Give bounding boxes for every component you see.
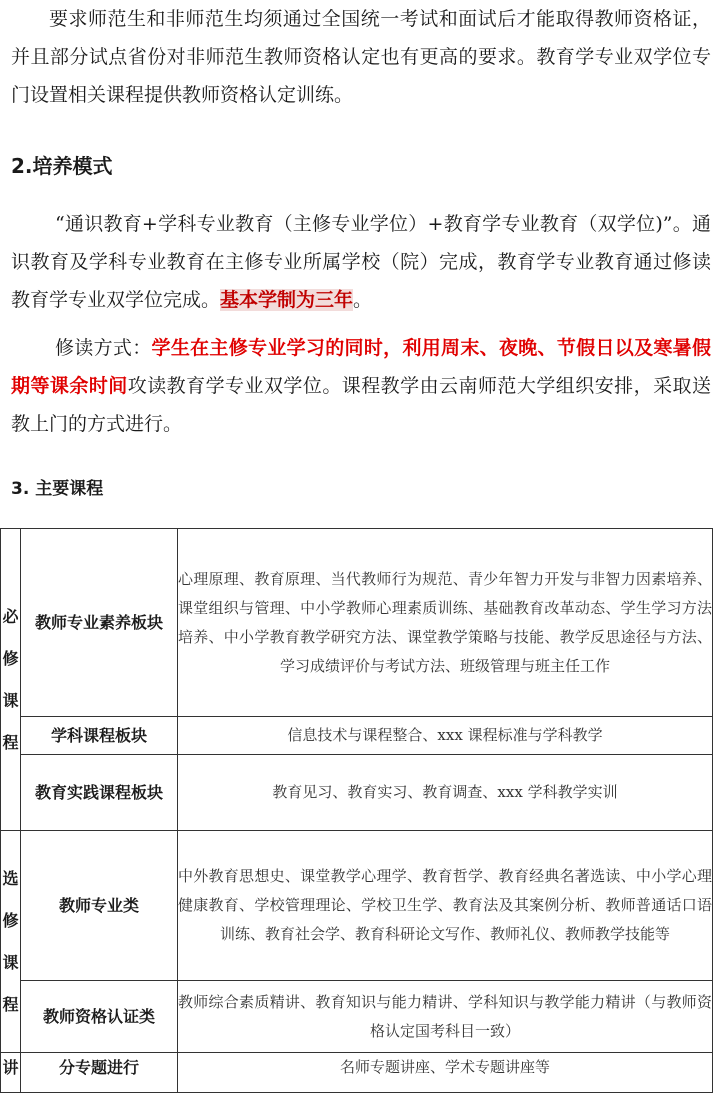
intro-text: 要求师范生和非师范生均须通过全国统一考试和面试后才能取得教师资格证，并且部分试点省份对非师范生教师资格认定也有更高的要求。教育学专业双学位专门设置相关课程提供教师资格认定训练。: [11, 8, 711, 106]
training-mode-end: 。: [353, 289, 373, 311]
table-row: [1, 529, 713, 717]
module-certification: 教师资格认证类: [21, 981, 178, 1053]
category-elective: 选修课程: [1, 831, 21, 1053]
intro-paragraph: [11, 0, 711, 114]
module-teacher-professional: 教师专业类: [21, 831, 178, 981]
module-topics: 分专题进行: [21, 1053, 178, 1093]
study-method-text: 攻读教育学专业双学位。课程教学由云南师范大学组织安排，采取送教上门的方式进行。: [11, 375, 711, 435]
study-method-paragraph: [11, 329, 711, 443]
category-lecture: 讲: [1, 1053, 21, 1093]
table-row: [1, 717, 713, 755]
courses-teacher-professional: 中外教育思想史、课堂教学心理学、教育哲学、教育经典名著选读、中小学心理健康教育、学校管理理论、学校卫生学、教育法及其案例分析、教师普通话口语训练、教育社会学、教育科研论文写作、教师礼仪、教师教学技能等: [178, 831, 713, 981]
courses-subject: 信息技术与课程整合、xxx 课程标准与学科教学: [178, 717, 713, 755]
training-mode-paragraph: [11, 205, 711, 319]
study-time-highlight: 学生在主修专业学习的同时，利用周末、夜晚、节假日以及寒暑假期等课余时间: [11, 337, 711, 397]
table-row: [1, 831, 713, 981]
section-heading-main-courses: 3. 主要课程: [11, 479, 104, 499]
module-practice: 教育实践课程板块: [21, 755, 178, 831]
courses-teacher-literacy: 心理原理、教育原理、当代教师行为规范、青少年智力开发与非智力因素培养、课堂组织与管理、中小学教师心理素质训练、基础教育改革动态、学生学习方法培养、中小学教育教学研究方法、课堂教学策略与技能、教学反思途径与方法、学习成绩评价与考试方法、班级管理与班主任工作: [178, 529, 713, 717]
training-mode-text: “通识教育+学科专业教育（主修专业学位）+教育学专业教育（双学位)”。通识教育及学科专业教育在主修专业所属学校（院）完成，教育学专业教育通过修读教育学专业双学位完成。: [11, 213, 711, 311]
category-required: 必修课程: [1, 529, 21, 831]
table-row: [1, 1053, 713, 1093]
courses-certification: 教师综合素质精讲、教育知识与能力精讲、学科知识与教学能力精讲（与教师资格认定国考科目一致）: [178, 981, 713, 1053]
duration-highlight: 基本学制为三年: [220, 289, 354, 311]
table-row: [1, 755, 713, 831]
section-heading-training-mode: 2.培养模式: [11, 154, 113, 178]
study-method-prefix: 修读方式：: [55, 337, 152, 359]
courses-practice: 教育见习、教育实习、教育调查、xxx 学科教学实训: [178, 755, 713, 831]
table-row: [1, 981, 713, 1053]
courses-table: [0, 528, 713, 1093]
module-subject: 学科课程板块: [21, 717, 178, 755]
courses-topics: 名师专题讲座、学术专题讲座等: [178, 1053, 713, 1093]
module-teacher-literacy: 教师专业素养板块: [21, 529, 178, 717]
